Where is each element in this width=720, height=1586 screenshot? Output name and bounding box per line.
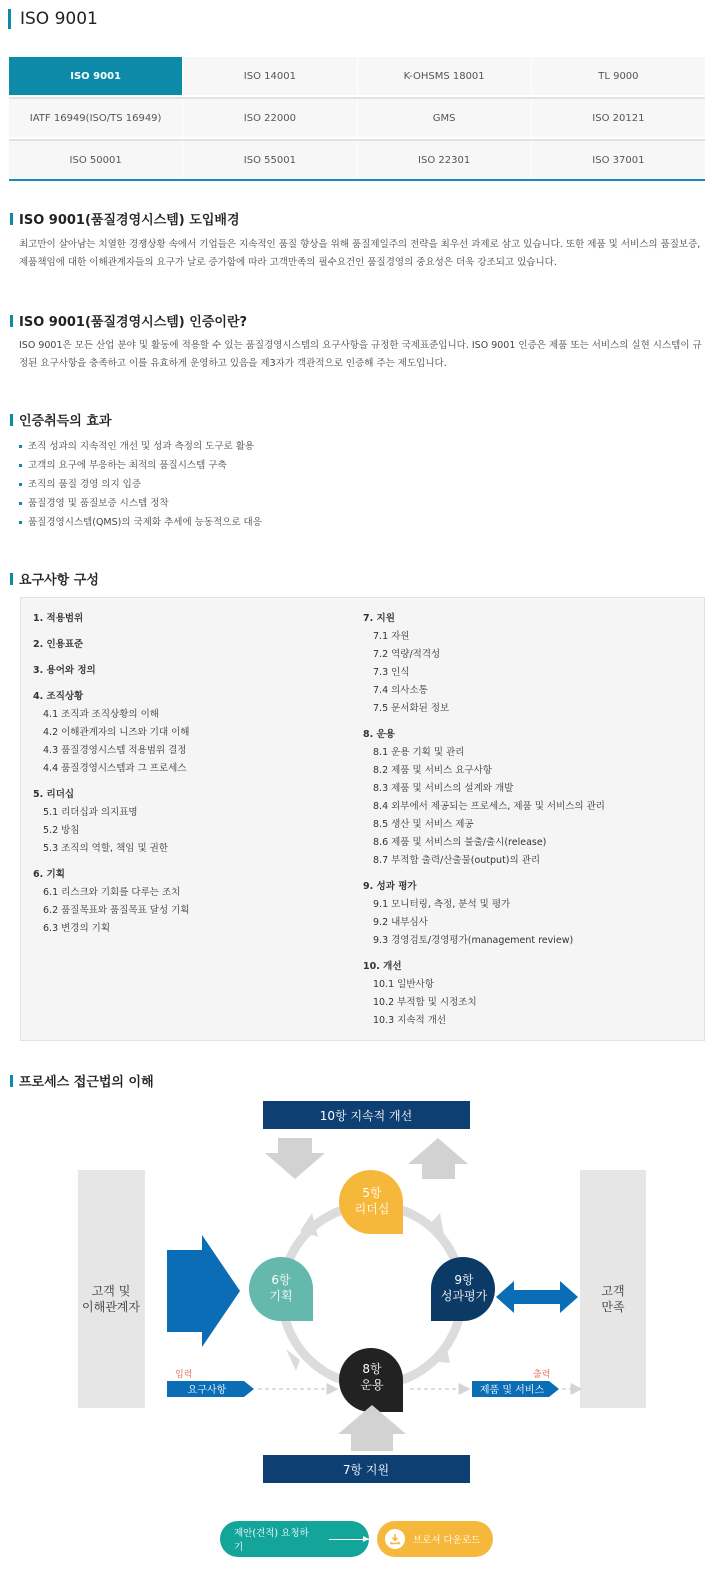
requirement-subitem: 7.5 문서화된 정보 [373,703,450,714]
requirement-heading: 6. 기획 [33,869,65,880]
section-title-text: ISO 9001(품질경영시스템) 도입배경 [19,213,240,228]
up-arrow [408,1138,468,1179]
tab-row [9,139,705,179]
section-title-certification [10,311,247,330]
section-title-text: 인증취득의 효과 [19,414,112,429]
section-title-text: 프로세스 접근법의 이해 [19,1075,154,1090]
tab-row [9,97,705,137]
bullet-icon [19,502,22,505]
section-accent-bar [10,573,13,585]
requirement-subitem: 7.1 자원 [373,631,410,642]
requirement-subitem: 6.2 품질목표와 품질목표 달성 기획 [43,905,190,916]
evaluation-node [431,1257,495,1321]
output-label: 출력 [533,1370,551,1380]
customer-left-line2: 이해관계자 [82,1300,140,1314]
background-text: 최고만이 살아남는 치열한 경쟁상황 속에서 기업들은 지속적인 품질 향상을 위해 품질제일주의 전략을 최우선 과제로 삼고 있습니다. 또한 제품 및 서비스의 품질보증, 제품책임에 대한 이해관계자들의 요구가 날로 증가함에 따라 고객만족의 필수요건인 품질경영의 중요성은 더욱 강조되고 있습니다. [19,239,701,268]
section-accent-bar [10,213,13,225]
section-title-process [10,1071,154,1090]
requirements-left-column [33,610,190,938]
requirements-box [20,597,705,1041]
requirement-subitem: 7.2 역량/적격성 [373,649,441,660]
brochure-download-button[interactable] [377,1521,493,1557]
brochure-download-label: 브로셔 다운로드 [413,1535,481,1546]
evaluation-node-line1: 9항 [454,1273,474,1287]
customer-right-line2: 만족 [601,1300,625,1314]
tab-tl-9000[interactable]: TL 9000 [532,57,705,95]
requirement-subitem: 9.3 경영검토/경영평가(management review) [373,935,574,946]
leadership-node-line2: 리더십 [354,1202,390,1216]
operation-node [339,1348,403,1412]
tab-iso-37001[interactable]: ISO 37001 [532,141,705,179]
tab-iso-50001[interactable]: ISO 50001 [9,141,183,179]
process-diagram [0,1095,720,1490]
tab-iso-22301[interactable]: ISO 22301 [358,141,532,179]
requirement-subitem: 4.3 품질경영시스템 적용범위 결정 [43,745,187,756]
certification-text: ISO 9001은 모든 산업 분야 및 활동에 적용할 수 있는 품질경영시스템의 요구사항을 규정한 국제표준입니다. ISO 9001 인증은 제품 또는 서비스의 실현 시스템이 규정된 요구사항을 충족하고 이를 유효하게 운영하고 있음을 제3자가 객관적으로 인증해 주는 제도입니다. [19,340,702,369]
download-icon [385,1529,405,1549]
requirement-heading: 1. 적용범위 [33,613,84,624]
list-item [19,513,262,532]
requirement-subitem: 8.7 부적합 출력/산출물(output)의 관리 [373,855,541,866]
section-title-background [10,209,240,228]
support-label: 7항 지원 [342,1463,390,1477]
list-item-text: 조직 성과의 지속적인 개선 및 성과 측정의 도구로 활용 [28,441,255,452]
requirement-subitem: 6.3 변경의 기획 [43,923,111,934]
requirement-subitem: 10.2 부적합 및 시정조치 [373,997,477,1008]
leadership-node [339,1170,403,1234]
requirement-heading: 10. 개선 [363,961,402,972]
planning-node [249,1257,313,1321]
bullet-icon [19,445,22,448]
list-item [19,475,262,494]
effects-list [19,437,262,532]
requirement-subitem: 9.1 모니터링, 측정, 분석 및 평가 [373,899,511,910]
list-item [19,494,262,513]
improvement-label: 10항 지속적 개선 [319,1109,413,1123]
tab-iatf-16949[interactable]: IATF 16949(ISO/TS 16949) [9,99,183,137]
section-accent-bar [10,414,13,426]
requirements-tag-text: 요구사항 [187,1385,227,1396]
requirement-subitem: 8.5 생산 및 서비스 제공 [373,819,474,830]
requirement-subitem: 10.3 지속적 개선 [373,1015,447,1026]
feedback-double-arrow [496,1281,578,1313]
requirement-heading: 5. 리더십 [33,789,75,800]
requirement-subitem: 8.2 제품 및 서비스 요구사항 [373,765,492,776]
title-accent-bar [8,9,11,29]
requirement-heading: 8. 운용 [363,729,395,740]
leadership-node-line1: 5항 [362,1186,382,1200]
section-title-text: ISO 9001(품질경영시스템) 인증이란? [19,315,248,330]
list-item-text: 조직의 품질 경영 의지 입증 [28,479,142,490]
standards-tab-grid [9,57,705,181]
tab-iso-22000[interactable]: ISO 22000 [183,99,357,137]
requirement-subitem: 8.6 제품 및 서비스의 불출/출시(release) [373,837,547,848]
tab-k-ohsms-18001[interactable]: K-OHSMS 18001 [358,57,532,95]
tab-iso-9001[interactable]: ISO 9001 [9,57,183,95]
tab-iso-14001[interactable]: ISO 14001 [183,57,357,95]
requirement-heading: 9. 성과 평가 [363,881,417,892]
section-accent-bar [10,315,13,327]
tab-iso-55001[interactable]: ISO 55001 [183,141,357,179]
requirement-subitem: 5.1 리더십과 의지표명 [43,807,138,818]
quote-request-label: 제안(견적) 요청하기 [234,1528,309,1553]
customer-right-line1: 고객 [601,1284,625,1298]
requirement-subitem: 4.1 조직과 조직상황의 이해 [43,709,159,720]
products-tag-text: 제품 및 서비스 [479,1385,545,1396]
requirement-subitem: 5.2 방침 [43,825,80,836]
planning-node-line2: 기획 [269,1289,293,1303]
quote-request-button[interactable] [220,1521,369,1557]
list-item-text: 품질경영 및 품질보증 시스템 정착 [28,498,169,509]
requirement-subitem: 9.2 내부심사 [373,917,428,928]
section-title-effects [10,410,111,429]
list-item-text: 고객의 요구에 부응하는 최적의 품질시스템 구축 [28,460,227,471]
requirement-subitem: 6.1 리스크와 기회를 다루는 조치 [43,887,181,898]
requirement-subitem: 8.4 외부에서 제공되는 프로세스, 제품 및 서비스의 관리 [373,801,605,812]
section-title-text: 요구사항 구성 [19,573,99,588]
requirement-subitem: 10.1 일반사항 [373,979,434,990]
section-accent-bar [10,1075,13,1087]
list-item-text: 품질경영시스템(QMS)의 국제화 추세에 능동적으로 대응 [28,517,262,528]
customer-left-line1: 고객 및 [91,1284,131,1298]
planning-node-line1: 6항 [271,1273,291,1287]
bullet-icon [19,483,22,486]
requirement-subitem: 5.3 조직의 역할, 책임 및 권한 [43,843,168,854]
requirement-subitem: 4.2 이해관계자의 니즈와 기대 이해 [43,727,190,738]
tab-iso-20121[interactable]: ISO 20121 [532,99,705,137]
down-arrow [265,1138,325,1179]
requirement-subitem: 8.3 제품 및 서비스의 설계와 개발 [373,783,514,794]
requirement-subitem: 4.4 품질경영시스템과 그 프로세스 [43,763,187,774]
requirement-heading: 2. 인용표준 [33,639,84,650]
bullet-icon [19,464,22,467]
requirement-subitem: 7.3 인식 [373,667,410,678]
tab-row [9,57,705,95]
requirement-heading: 4. 조직상황 [33,691,84,702]
requirement-heading: 7. 지원 [363,613,395,624]
bullet-icon [19,521,22,524]
tab-gms[interactable]: GMS [358,99,532,137]
operation-node-line2: 운용 [360,1378,384,1392]
requirement-subitem: 8.1 운용 기획 및 관리 [373,747,465,758]
arrow-right-icon [329,1539,369,1540]
input-big-arrow [167,1235,240,1347]
page-title-text: ISO 9001 [20,9,98,29]
requirements-right-column [363,610,605,1030]
requirement-heading: 3. 용어와 정의 [33,665,96,676]
requirement-subitem: 7.4 의사소통 [373,685,428,696]
input-label: 입력 [175,1370,193,1380]
section-title-requirements [10,569,99,588]
page-title [8,8,98,30]
list-item [19,437,262,456]
list-item [19,456,262,475]
evaluation-node-line2: 성과평가 [440,1289,488,1303]
operation-node-line1: 8항 [362,1362,382,1376]
